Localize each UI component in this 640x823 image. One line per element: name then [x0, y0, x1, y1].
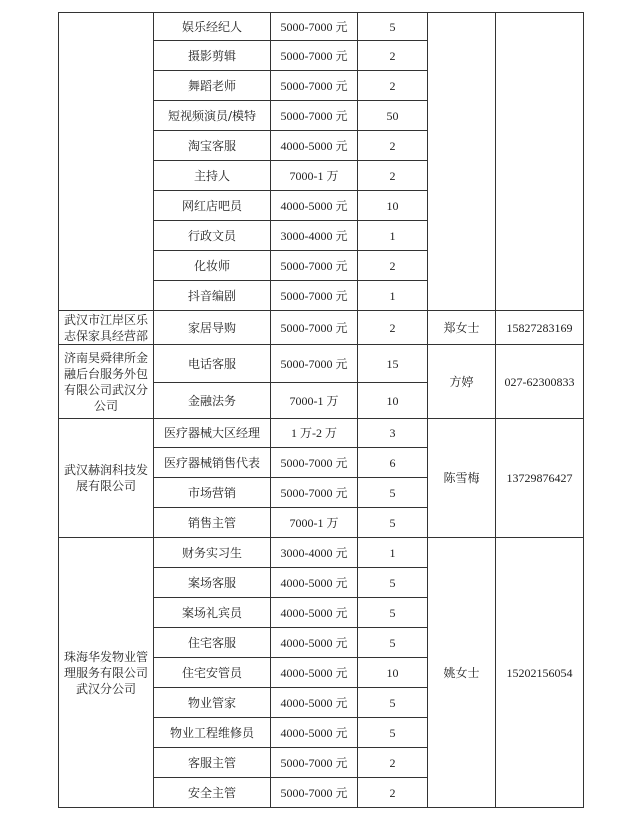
contact-person-cell [428, 13, 496, 311]
headcount-cell: 10 [358, 658, 428, 688]
headcount-cell: 2 [358, 311, 428, 345]
position-cell: 化妆师 [154, 251, 271, 281]
position-cell: 市场营销 [154, 478, 271, 508]
headcount-cell: 2 [358, 71, 428, 101]
headcount-cell: 2 [358, 778, 428, 808]
position-cell: 抖音编剧 [154, 281, 271, 311]
phone-cell: 13729876427 [496, 419, 584, 538]
position-cell: 安全主管 [154, 778, 271, 808]
salary-cell: 4000-5000 元 [271, 628, 358, 658]
salary-cell: 5000-7000 元 [271, 778, 358, 808]
position-cell: 摄影剪辑 [154, 41, 271, 71]
headcount-cell: 2 [358, 41, 428, 71]
headcount-cell: 50 [358, 101, 428, 131]
table-row [59, 13, 584, 41]
headcount-cell: 3 [358, 419, 428, 448]
contact-person-cell: 姚女士 [428, 538, 496, 808]
position-cell: 物业管家 [154, 688, 271, 718]
headcount-cell: 5 [358, 478, 428, 508]
position-cell: 娱乐经纪人 [154, 13, 271, 41]
phone-cell: 15827283169 [496, 311, 584, 345]
position-cell: 医疗器械销售代表 [154, 448, 271, 478]
salary-cell: 7000-1 万 [271, 383, 358, 419]
salary-cell: 1 万-2 万 [271, 419, 358, 448]
company-name-cell: 武汉赫润科技发展有限公司 [59, 419, 154, 538]
position-cell: 案场客服 [154, 568, 271, 598]
position-cell: 销售主管 [154, 508, 271, 538]
position-cell: 医疗器械大区经理 [154, 419, 271, 448]
salary-cell: 5000-7000 元 [271, 281, 358, 311]
headcount-cell: 2 [358, 161, 428, 191]
salary-cell: 5000-7000 元 [271, 251, 358, 281]
salary-cell: 3000-4000 元 [271, 221, 358, 251]
position-cell: 家居导购 [154, 311, 271, 345]
headcount-cell: 1 [358, 538, 428, 568]
headcount-cell: 2 [358, 748, 428, 778]
headcount-cell: 1 [358, 221, 428, 251]
salary-cell: 4000-5000 元 [271, 598, 358, 628]
headcount-cell: 6 [358, 448, 428, 478]
salary-cell: 3000-4000 元 [271, 538, 358, 568]
salary-cell: 5000-7000 元 [271, 13, 358, 41]
position-cell: 财务实习生 [154, 538, 271, 568]
salary-cell: 5000-7000 元 [271, 41, 358, 71]
salary-cell: 4000-5000 元 [271, 658, 358, 688]
company-name-cell: 珠海华发物业管理服务有限公司武汉分公司 [59, 538, 154, 808]
contact-person-cell: 郑女士 [428, 311, 496, 345]
position-cell: 客服主管 [154, 748, 271, 778]
salary-cell: 5000-7000 元 [271, 101, 358, 131]
position-cell: 金融法务 [154, 383, 271, 419]
phone-cell [496, 13, 584, 311]
position-cell: 行政文员 [154, 221, 271, 251]
salary-cell: 4000-5000 元 [271, 131, 358, 161]
position-cell: 网红店吧员 [154, 191, 271, 221]
headcount-cell: 5 [358, 718, 428, 748]
contact-person-cell: 陈雪梅 [428, 419, 496, 538]
table-row [59, 538, 584, 568]
salary-cell: 4000-5000 元 [271, 191, 358, 221]
headcount-cell: 2 [358, 251, 428, 281]
salary-cell: 4000-5000 元 [271, 688, 358, 718]
position-cell: 案场礼宾员 [154, 598, 271, 628]
headcount-cell: 15 [358, 345, 428, 383]
position-cell: 短视频演员/模特 [154, 101, 271, 131]
headcount-cell: 5 [358, 568, 428, 598]
salary-cell: 5000-7000 元 [271, 748, 358, 778]
phone-cell: 027-62300833 [496, 345, 584, 419]
headcount-cell: 5 [358, 13, 428, 41]
job-table-body [59, 13, 584, 808]
salary-cell: 4000-5000 元 [271, 718, 358, 748]
salary-cell: 5000-7000 元 [271, 345, 358, 383]
salary-cell: 7000-1 万 [271, 161, 358, 191]
position-cell: 淘宝客服 [154, 131, 271, 161]
salary-cell: 4000-5000 元 [271, 568, 358, 598]
table-row [59, 311, 584, 345]
company-name-cell: 武汉市江岸区乐志保家具经营部 [59, 311, 154, 345]
salary-cell: 7000-1 万 [271, 508, 358, 538]
headcount-cell: 5 [358, 508, 428, 538]
position-cell: 住宅安管员 [154, 658, 271, 688]
headcount-cell: 5 [358, 688, 428, 718]
company-name-cell: 济南昊舜律所金融后台服务外包有限公司武汉分公司 [59, 345, 154, 419]
position-cell: 主持人 [154, 161, 271, 191]
salary-cell: 5000-7000 元 [271, 448, 358, 478]
contact-person-cell: 方婷 [428, 345, 496, 419]
headcount-cell: 5 [358, 628, 428, 658]
headcount-cell: 10 [358, 383, 428, 419]
headcount-cell: 2 [358, 131, 428, 161]
job-listing-table [58, 12, 584, 808]
headcount-cell: 5 [358, 598, 428, 628]
salary-cell: 5000-7000 元 [271, 311, 358, 345]
salary-cell: 5000-7000 元 [271, 478, 358, 508]
headcount-cell: 10 [358, 191, 428, 221]
table-row [59, 345, 584, 383]
table-row [59, 419, 584, 448]
salary-cell: 5000-7000 元 [271, 71, 358, 101]
position-cell: 物业工程维修员 [154, 718, 271, 748]
phone-cell: 15202156054 [496, 538, 584, 808]
position-cell: 舞蹈老师 [154, 71, 271, 101]
position-cell: 住宅客服 [154, 628, 271, 658]
company-name-cell [59, 13, 154, 311]
headcount-cell: 1 [358, 281, 428, 311]
position-cell: 电话客服 [154, 345, 271, 383]
